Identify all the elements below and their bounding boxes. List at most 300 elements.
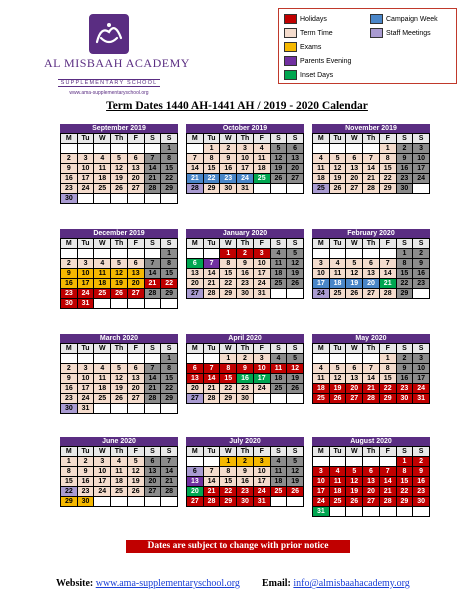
day-cell: 4 xyxy=(111,457,128,467)
month-calendar xyxy=(312,229,430,299)
day-cell: 11 xyxy=(330,477,347,487)
month-calendar xyxy=(60,334,178,414)
day-cell: 29 xyxy=(161,289,178,299)
empty-day-cell xyxy=(363,354,380,364)
day-cell: 19 xyxy=(346,279,363,289)
day-cell: 18 xyxy=(313,174,330,184)
empty-day-cell xyxy=(187,144,204,154)
day-cell: 10 xyxy=(78,269,95,279)
weekday-header: M xyxy=(313,447,330,457)
weekday-header: Th xyxy=(363,344,380,354)
empty-day-cell xyxy=(161,404,178,414)
empty-day-cell xyxy=(254,184,271,194)
day-cell: 26 xyxy=(111,289,128,299)
empty-day-cell xyxy=(346,144,363,154)
day-cell: 29 xyxy=(380,184,397,194)
month-calendar xyxy=(60,437,178,507)
weekday-header: F xyxy=(380,344,397,354)
day-cell: 27 xyxy=(128,394,145,404)
legend-label: Campaign Week xyxy=(386,16,438,23)
day-cell: 12 xyxy=(287,467,304,477)
day-cell: 4 xyxy=(313,364,330,374)
weekday-header: M xyxy=(187,134,204,144)
day-cell: 8 xyxy=(161,259,178,269)
day-cell: 28 xyxy=(145,289,162,299)
day-cell: 25 xyxy=(111,487,128,497)
weekday-header: Tu xyxy=(78,134,95,144)
day-cell: 9 xyxy=(237,259,254,269)
day-cell: 20 xyxy=(287,164,304,174)
day-cell: 23 xyxy=(61,184,78,194)
school-logo xyxy=(44,12,190,96)
day-cell: 3 xyxy=(313,467,330,477)
day-cell: 26 xyxy=(330,184,347,194)
day-cell: 11 xyxy=(254,154,271,164)
month-calendar xyxy=(60,124,178,204)
weekday-header: M xyxy=(61,239,78,249)
weekday-header: F xyxy=(254,134,271,144)
legend-swatch xyxy=(284,42,297,52)
weekday-header: F xyxy=(380,134,397,144)
day-cell: 5 xyxy=(111,154,128,164)
day-cell: 23 xyxy=(237,279,254,289)
day-cell: 10 xyxy=(313,477,330,487)
empty-day-cell xyxy=(413,289,430,299)
day-cell: 2 xyxy=(61,154,78,164)
day-cell: 23 xyxy=(237,487,254,497)
day-cell: 8 xyxy=(220,259,237,269)
day-cell: 7 xyxy=(363,154,380,164)
day-cell: 16 xyxy=(397,164,414,174)
empty-day-cell xyxy=(128,354,145,364)
day-cell: 8 xyxy=(380,364,397,374)
day-cell: 9 xyxy=(237,467,254,477)
day-cell: 20 xyxy=(346,384,363,394)
legend-label: Inset Days xyxy=(300,72,334,79)
empty-day-cell xyxy=(380,457,397,467)
day-cell: 2 xyxy=(413,457,430,467)
day-cell: 1 xyxy=(397,457,414,467)
weekday-header: S xyxy=(397,344,414,354)
weekday-header: S xyxy=(271,239,288,249)
weekday-header: S xyxy=(397,447,414,457)
empty-day-cell xyxy=(204,249,221,259)
day-cell: 25 xyxy=(313,394,330,404)
day-cell: 6 xyxy=(128,364,145,374)
legend-label: Term Time xyxy=(300,30,333,37)
weekday-header: F xyxy=(380,239,397,249)
empty-day-cell xyxy=(145,144,162,154)
day-cell: 9 xyxy=(413,259,430,269)
day-cell: 19 xyxy=(111,174,128,184)
weekday-header: Th xyxy=(237,344,254,354)
day-cell: 18 xyxy=(271,269,288,279)
weekday-header: S xyxy=(161,344,178,354)
day-cell: 5 xyxy=(346,259,363,269)
day-cell: 31 xyxy=(78,404,95,414)
day-cell: 24 xyxy=(254,487,271,497)
day-cell: 31 xyxy=(254,497,271,507)
day-cell: 24 xyxy=(78,289,95,299)
day-cell: 3 xyxy=(313,259,330,269)
day-cell: 25 xyxy=(94,394,111,404)
day-cell: 13 xyxy=(346,164,363,174)
day-cell: 3 xyxy=(94,457,111,467)
day-cell: 17 xyxy=(413,374,430,384)
weekday-header: Th xyxy=(363,239,380,249)
weekday-header: S xyxy=(145,344,162,354)
day-cell: 15 xyxy=(380,374,397,384)
empty-day-cell xyxy=(128,497,145,507)
month-grid xyxy=(60,343,178,414)
weekday-header: Th xyxy=(111,239,128,249)
day-cell: 12 xyxy=(287,259,304,269)
month-title: November 2019 xyxy=(312,124,430,133)
month-grid xyxy=(312,343,430,404)
day-cell: 16 xyxy=(61,279,78,289)
legend-swatch xyxy=(284,70,297,80)
empty-day-cell xyxy=(78,194,95,204)
day-cell: 23 xyxy=(220,174,237,184)
weekday-header: M xyxy=(187,239,204,249)
day-cell: 17 xyxy=(237,164,254,174)
day-cell: 17 xyxy=(94,477,111,487)
day-cell: 5 xyxy=(271,144,288,154)
day-cell: 22 xyxy=(397,487,414,497)
empty-day-cell xyxy=(111,354,128,364)
empty-day-cell xyxy=(346,507,363,517)
day-cell: 13 xyxy=(346,374,363,384)
day-cell: 13 xyxy=(363,269,380,279)
day-cell: 24 xyxy=(237,174,254,184)
day-cell: 30 xyxy=(61,404,78,414)
day-cell: 17 xyxy=(254,374,271,384)
day-cell: 13 xyxy=(145,467,162,477)
day-cell: 5 xyxy=(128,457,145,467)
day-cell: 1 xyxy=(380,354,397,364)
legend-swatch xyxy=(284,14,297,24)
day-cell: 4 xyxy=(313,154,330,164)
day-cell: 10 xyxy=(78,374,95,384)
month-grid xyxy=(60,133,178,204)
weekday-header: Th xyxy=(111,134,128,144)
day-cell: 6 xyxy=(187,259,204,269)
weekday-header: S xyxy=(161,134,178,144)
day-cell: 22 xyxy=(61,487,78,497)
empty-day-cell xyxy=(413,507,430,517)
empty-day-cell xyxy=(61,249,78,259)
day-cell: 28 xyxy=(363,394,380,404)
day-cell: 9 xyxy=(61,374,78,384)
day-cell: 10 xyxy=(78,164,95,174)
day-cell: 17 xyxy=(78,384,95,394)
month-calendar xyxy=(186,229,304,299)
empty-day-cell xyxy=(187,354,204,364)
day-cell: 14 xyxy=(363,374,380,384)
day-cell: 14 xyxy=(204,477,221,487)
day-cell: 27 xyxy=(128,184,145,194)
day-cell: 12 xyxy=(287,364,304,374)
day-cell: 11 xyxy=(330,269,347,279)
day-cell: 28 xyxy=(380,497,397,507)
empty-day-cell xyxy=(271,289,288,299)
day-cell: 4 xyxy=(94,154,111,164)
day-cell: 31 xyxy=(254,289,271,299)
empty-day-cell xyxy=(111,194,128,204)
day-cell: 28 xyxy=(363,184,380,194)
day-cell: 28 xyxy=(161,487,178,497)
day-cell: 9 xyxy=(61,164,78,174)
day-cell: 8 xyxy=(61,467,78,477)
empty-day-cell xyxy=(161,497,178,507)
day-cell: 26 xyxy=(271,174,288,184)
day-cell: 4 xyxy=(330,259,347,269)
day-cell: 19 xyxy=(287,477,304,487)
day-cell: 29 xyxy=(397,289,414,299)
school-website-small: www.ama-supplementaryschool.org xyxy=(69,90,149,96)
month-title: September 2019 xyxy=(60,124,178,133)
day-cell: 23 xyxy=(413,279,430,289)
empty-day-cell xyxy=(128,404,145,414)
day-cell: 30 xyxy=(61,194,78,204)
day-cell: 1 xyxy=(161,249,178,259)
empty-day-cell xyxy=(330,249,347,259)
empty-day-cell xyxy=(346,354,363,364)
day-cell: 2 xyxy=(61,364,78,374)
day-cell: 1 xyxy=(161,144,178,154)
email-link[interactable]: info@almisbaahacademy.org xyxy=(293,578,410,589)
empty-day-cell xyxy=(145,354,162,364)
day-cell: 13 xyxy=(187,477,204,487)
month-calendar xyxy=(312,124,430,194)
day-cell: 2 xyxy=(413,249,430,259)
day-cell: 7 xyxy=(204,259,221,269)
day-cell: 25 xyxy=(330,289,347,299)
weekday-header: M xyxy=(61,447,78,457)
day-cell: 13 xyxy=(287,154,304,164)
day-cell: 19 xyxy=(346,487,363,497)
legend-item-exams xyxy=(284,42,321,53)
day-cell: 5 xyxy=(330,364,347,374)
weekday-header: Th xyxy=(237,134,254,144)
day-cell: 15 xyxy=(161,374,178,384)
day-cell: 11 xyxy=(111,467,128,477)
empty-day-cell xyxy=(271,184,288,194)
day-cell: 15 xyxy=(397,477,414,487)
weekday-header: Tu xyxy=(204,447,221,457)
day-cell: 27 xyxy=(346,394,363,404)
weekday-header: S xyxy=(397,134,414,144)
month-calendar xyxy=(312,334,430,404)
day-cell: 17 xyxy=(254,269,271,279)
day-cell: 22 xyxy=(220,487,237,497)
day-cell: 12 xyxy=(330,374,347,384)
day-cell: 16 xyxy=(61,174,78,184)
day-cell: 20 xyxy=(187,279,204,289)
day-cell: 10 xyxy=(254,467,271,477)
month-title: February 2020 xyxy=(312,229,430,238)
day-cell: 22 xyxy=(397,279,414,289)
empty-day-cell xyxy=(313,457,330,467)
empty-day-cell xyxy=(145,249,162,259)
month-grid xyxy=(186,446,304,507)
weekday-header: W xyxy=(94,239,111,249)
day-cell: 27 xyxy=(346,184,363,194)
legend-item-term-time xyxy=(284,28,333,39)
day-cell: 4 xyxy=(271,249,288,259)
day-cell: 27 xyxy=(187,289,204,299)
month-title: January 2020 xyxy=(186,229,304,238)
day-cell: 11 xyxy=(94,164,111,174)
day-cell: 6 xyxy=(128,154,145,164)
day-cell: 1 xyxy=(61,457,78,467)
day-cell: 6 xyxy=(187,467,204,477)
day-cell: 26 xyxy=(287,384,304,394)
weekday-header: M xyxy=(313,344,330,354)
day-cell: 14 xyxy=(187,164,204,174)
day-cell: 1 xyxy=(220,249,237,259)
weekday-header: F xyxy=(254,447,271,457)
day-cell: 27 xyxy=(363,289,380,299)
day-cell: 9 xyxy=(397,154,414,164)
day-cell: 8 xyxy=(204,154,221,164)
weekday-header: Th xyxy=(363,134,380,144)
legend-item-staff-meetings xyxy=(370,28,431,39)
day-cell: 17 xyxy=(78,279,95,289)
weekday-header: F xyxy=(254,344,271,354)
empty-day-cell xyxy=(346,249,363,259)
day-cell: 16 xyxy=(413,477,430,487)
weekday-header: W xyxy=(346,134,363,144)
empty-day-cell xyxy=(271,497,288,507)
empty-day-cell xyxy=(145,194,162,204)
day-cell: 3 xyxy=(237,144,254,154)
day-cell: 24 xyxy=(313,497,330,507)
day-cell: 13 xyxy=(128,374,145,384)
day-cell: 4 xyxy=(271,354,288,364)
weekday-header: Th xyxy=(111,447,128,457)
day-cell: 21 xyxy=(145,384,162,394)
day-cell: 10 xyxy=(413,364,430,374)
day-cell: 12 xyxy=(330,164,347,174)
weekday-header: S xyxy=(271,134,288,144)
day-cell: 21 xyxy=(204,279,221,289)
day-cell: 21 xyxy=(187,174,204,184)
day-cell: 18 xyxy=(111,477,128,487)
day-cell: 25 xyxy=(313,184,330,194)
footer-website xyxy=(56,578,240,589)
weekday-header: Tu xyxy=(330,344,347,354)
day-cell: 26 xyxy=(111,394,128,404)
day-cell: 28 xyxy=(204,289,221,299)
day-cell: 21 xyxy=(380,487,397,497)
day-cell: 19 xyxy=(287,269,304,279)
weekday-header: W xyxy=(94,447,111,457)
day-cell: 20 xyxy=(145,477,162,487)
day-cell: 23 xyxy=(397,174,414,184)
day-cell: 13 xyxy=(128,269,145,279)
day-cell: 1 xyxy=(220,354,237,364)
weekday-header: S xyxy=(145,447,162,457)
day-cell: 9 xyxy=(237,364,254,374)
website-link[interactable]: www.ama-supplementaryschool.org xyxy=(95,578,240,589)
month-calendar xyxy=(312,437,430,517)
weekday-header: S xyxy=(287,447,304,457)
empty-day-cell xyxy=(128,299,145,309)
weekday-header: S xyxy=(287,344,304,354)
weekday-header: W xyxy=(220,447,237,457)
day-cell: 27 xyxy=(145,487,162,497)
day-cell: 15 xyxy=(61,477,78,487)
day-cell: 1 xyxy=(220,457,237,467)
day-cell: 29 xyxy=(220,289,237,299)
day-cell: 10 xyxy=(237,154,254,164)
day-cell: 19 xyxy=(111,279,128,289)
day-cell: 1 xyxy=(380,144,397,154)
day-cell: 3 xyxy=(413,354,430,364)
day-cell: 3 xyxy=(78,259,95,269)
weekday-header: W xyxy=(346,447,363,457)
day-cell: 17 xyxy=(313,487,330,497)
day-cell: 7 xyxy=(204,467,221,477)
day-cell: 5 xyxy=(287,354,304,364)
day-cell: 16 xyxy=(61,384,78,394)
empty-day-cell xyxy=(94,194,111,204)
empty-day-cell xyxy=(128,144,145,154)
day-cell: 23 xyxy=(61,394,78,404)
weekday-header: S xyxy=(271,447,288,457)
day-cell: 8 xyxy=(220,467,237,477)
legend-item-parents-evening xyxy=(284,56,351,67)
day-cell: 18 xyxy=(330,279,347,289)
empty-day-cell xyxy=(363,249,380,259)
day-cell: 4 xyxy=(94,259,111,269)
day-cell: 22 xyxy=(380,174,397,184)
day-cell: 22 xyxy=(220,384,237,394)
day-cell: 16 xyxy=(237,477,254,487)
day-cell: 21 xyxy=(363,384,380,394)
day-cell: 5 xyxy=(111,364,128,374)
day-cell: 13 xyxy=(128,164,145,174)
empty-day-cell xyxy=(413,184,430,194)
day-cell: 19 xyxy=(271,164,288,174)
empty-day-cell xyxy=(254,394,271,404)
day-cell: 25 xyxy=(330,497,347,507)
weekday-header: M xyxy=(61,344,78,354)
day-cell: 22 xyxy=(220,279,237,289)
day-cell: 31 xyxy=(237,184,254,194)
day-cell: 3 xyxy=(254,354,271,364)
day-cell: 27 xyxy=(287,174,304,184)
empty-day-cell xyxy=(313,354,330,364)
empty-day-cell xyxy=(204,457,221,467)
day-cell: 22 xyxy=(161,174,178,184)
day-cell: 2 xyxy=(237,354,254,364)
day-cell: 26 xyxy=(128,487,145,497)
day-cell: 7 xyxy=(187,154,204,164)
day-cell: 23 xyxy=(413,487,430,497)
day-cell: 5 xyxy=(111,259,128,269)
month-calendar xyxy=(60,229,178,309)
month-grid xyxy=(186,343,304,404)
weekday-header: F xyxy=(128,447,145,457)
day-cell: 10 xyxy=(94,467,111,477)
weekday-header: W xyxy=(220,344,237,354)
day-cell: 8 xyxy=(161,154,178,164)
day-cell: 9 xyxy=(78,467,95,477)
day-cell: 31 xyxy=(313,507,330,517)
weekday-header: Tu xyxy=(78,344,95,354)
